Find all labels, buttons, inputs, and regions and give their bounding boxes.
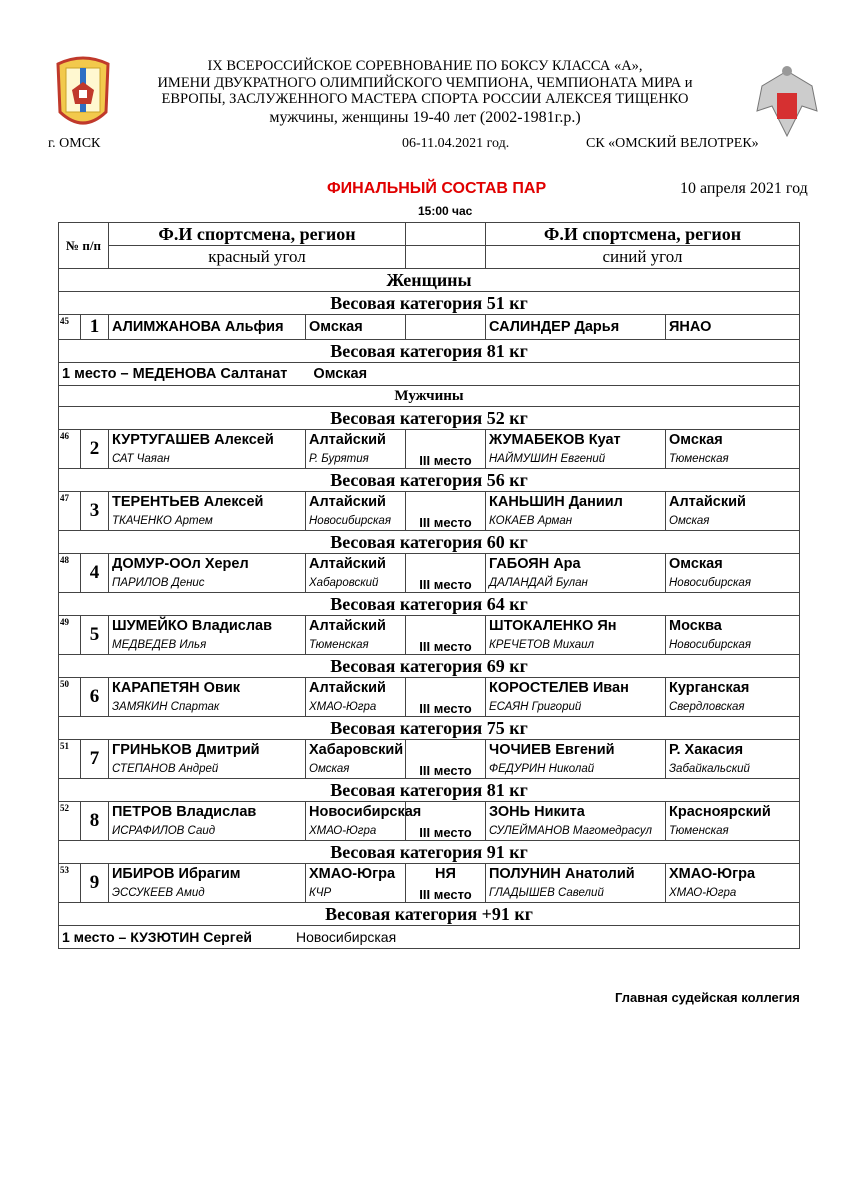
blue-athlete-region: Москва [666,616,800,636]
omsk-coat-of-arms-icon [48,52,118,142]
third-blue-region: Омская [666,511,800,531]
third-place-label: III место [406,449,486,469]
pair-number: 1 [81,315,109,340]
start-time: 15:00 час [418,204,473,218]
third-blue-name: СУЛЕЙМАНОВ Магомедрасул [486,821,666,841]
first-place-row [59,363,800,386]
bout-id: 53 [59,864,81,903]
event-dates: 06-11.04.2021 год. [402,136,510,151]
blue-athlete-region: Алтайский [666,492,800,512]
venue: СК «ОМСКИЙ ВЕЛОТРЕК» [586,136,759,151]
red-athlete-name: ДОМУР-ООл Херел [109,554,306,574]
third-place-row [59,511,800,531]
blue-athlete-region: Омская [666,554,800,574]
blue-athlete-name: ПОЛУНИН Анатолий [486,864,666,884]
weight-category: Весовая категория 81 кг [59,340,800,363]
event-header [150,58,700,127]
first-place-region: Новосибирская [295,929,397,945]
column-number-header: № п/п [59,223,109,269]
red-athlete-name: АЛИМЖАНОВА Альфия [109,315,306,340]
pair-number: 8 [81,802,109,841]
bout-id: 46 [59,430,81,469]
bout-row [59,678,800,698]
bouts-table [58,222,800,949]
bout-note [406,492,486,512]
red-athlete-region: ХМАО-Югра [306,864,406,884]
header-line-4: мужчины, женщины 19-40 лет (2002-1981г.р.) [269,108,581,126]
third-place-label: III место [406,511,486,531]
red-athlete-region: Алтайский [306,492,406,512]
weight-category: Весовая категория 69 кг [59,655,800,678]
red-athlete-name: КУРТУГАШЕВ Алексей [109,430,306,450]
section-men: Мужчины [59,386,800,407]
weight-category: Весовая категория 91 кг [59,841,800,864]
third-place-row [59,635,800,655]
third-blue-region: Свердловская [666,697,800,717]
blue-athlete-name: ЖУМАБЕКОВ Куат [486,430,666,450]
bout-id: 45 [59,315,81,340]
bout-row [59,616,800,636]
weight-category: Весовая категория +91 кг [59,903,800,926]
third-place-row [59,821,800,841]
third-blue-name: ЕСАЯН Григорий [486,697,666,717]
bout-id: 50 [59,678,81,717]
third-red-name: СТЕПАНОВ Андрей [109,759,306,779]
weight-category: Весовая категория 64 кг [59,593,800,616]
bout-row [59,554,800,574]
third-red-name: САТ Чаяан [109,449,306,469]
third-blue-name: ГЛАДЫШЕВ Савелий [486,883,666,903]
third-red-region: ХМАО-Югра [306,697,406,717]
third-place-label: III место [406,759,486,779]
bout-row [59,864,800,884]
blue-athlete-name: ГАБОЯН Ара [486,554,666,574]
red-athlete-region: Алтайский [306,554,406,574]
pair-number: 9 [81,864,109,903]
red-athlete-region: Новосибирская [306,802,406,822]
bout-note [406,554,486,574]
third-place-label: III место [406,697,486,717]
red-athlete-region: Алтайский [306,430,406,450]
third-place-label: III место [406,883,486,903]
pair-number: 6 [81,678,109,717]
third-red-region: КЧР [306,883,406,903]
third-red-region: Хабаровский [306,573,406,593]
third-red-region: ХМАО-Югра [306,821,406,841]
pair-number: 4 [81,554,109,593]
bout-row [59,492,800,512]
red-corner-label: красный угол [109,246,406,269]
blue-athlete-region: Красноярский [666,802,800,822]
pair-number: 7 [81,740,109,779]
red-athlete-region: Алтайский [306,616,406,636]
blue-athlete-region: ЯНАО [666,315,800,340]
third-place-row [59,449,800,469]
red-athlete-name: ТЕРЕНТЬЕВ Алексей [109,492,306,512]
boxing-federation-emblem-icon [752,56,822,146]
third-red-region: Тюменская [306,635,406,655]
blue-corner-label: синий угол [486,246,800,269]
header-line-1: IX ВСЕРОССИЙСКОЕ СОРЕВНОВАНИЕ ПО БОКСУ КЛАССА «А», [207,58,643,74]
red-athlete-name: ШУМЕЙКО Владислав [109,616,306,636]
pair-number: 5 [81,616,109,655]
blue-athlete-name: КОРОСТЕЛЕВ Иван [486,678,666,698]
weight-category: Весовая категория 60 кг [59,531,800,554]
weight-category: Весовая категория 56 кг [59,469,800,492]
blue-athlete-header: Ф.И спортсмена, регион [486,223,800,246]
blue-athlete-region: Омская [666,430,800,450]
third-red-name: ПАРИЛОВ Денис [109,573,306,593]
bout-id: 47 [59,492,81,531]
blue-athlete-name: КАНЬШИН Даниил [486,492,666,512]
chief-judges-signature: Главная судейская коллегия [615,990,800,1005]
bout-id: 48 [59,554,81,593]
bout-id: 49 [59,616,81,655]
blue-athlete-name: САЛИНДЕР Дарья [486,315,666,340]
section-women: Женщины [59,269,800,292]
pair-number: 3 [81,492,109,531]
blue-athlete-name: ЗОНЬ Никита [486,802,666,822]
bout-note [406,678,486,698]
third-place-row [59,697,800,717]
bout-row [59,430,800,450]
first-place-region: Омская [313,366,368,382]
bout-note [406,430,486,450]
third-red-name: ИСРАФИЛОВ Саид [109,821,306,841]
bout-row [59,315,800,340]
third-red-region: Р. Бурятия [306,449,406,469]
red-athlete-name: ПЕТРОВ Владислав [109,802,306,822]
weight-category: Весовая категория 75 кг [59,717,800,740]
weight-category: Весовая категория 52 кг [59,407,800,430]
third-blue-region: Новосибирская [666,635,800,655]
red-athlete-header: Ф.И спортсмена, регион [109,223,406,246]
blue-athlete-region: ХМАО-Югра [666,864,800,884]
third-blue-name: КРЕЧЕТОВ Михаил [486,635,666,655]
third-red-region: Омская [306,759,406,779]
weight-category: Весовая категория 81 кг [59,779,800,802]
bout-note: НЯ [406,864,486,884]
first-place-athlete: 1 место – КУЗЮТИН Сергей [62,929,252,945]
document-title: ФИНАЛЬНЫЙ СОСТАВ ПАР [327,180,547,197]
red-athlete-region: Хабаровский [306,740,406,760]
header-line-2: ИМЕНИ ДВУКРАТНОГО ОЛИМПИЙСКОГО ЧЕМПИОНА, ЧЕМПИОНАТА МИРА и [157,74,693,91]
third-red-name: ЭССУКЕЕВ Амид [109,883,306,903]
bout-note [406,740,486,760]
document-date: 10 апреля 2021 год [680,180,808,197]
third-blue-name: НАЙМУШИН Евгений [486,449,666,469]
red-athlete-region: Алтайский [306,678,406,698]
third-blue-region: Забайкальский [666,759,800,779]
third-blue-region: Новосибирская [666,573,800,593]
third-place-row [59,883,800,903]
bout-id: 51 [59,740,81,779]
third-red-region: Новосибирская [306,511,406,531]
red-athlete-name: ИБИРОВ Ибрагим [109,864,306,884]
red-athlete-name: КАРАПЕТЯН Овик [109,678,306,698]
bout-row [59,802,800,822]
blue-athlete-region: Курганская [666,678,800,698]
third-place-row [59,573,800,593]
bout-row [59,740,800,760]
bout-id: 52 [59,802,81,841]
third-red-name: МЕДВЕДЕВ Илья [109,635,306,655]
blue-athlete-name: ЧОЧИЕВ Евгений [486,740,666,760]
third-place-label: III место [406,573,486,593]
bout-note [406,616,486,636]
blue-athlete-name: ШТОКАЛЕНКО Ян [486,616,666,636]
third-blue-name: КОКАЕВ Арман [486,511,666,531]
weight-category: Весовая категория 51 кг [59,292,800,315]
third-place-row [59,759,800,779]
third-red-name: ТКАЧЕНКО Артем [109,511,306,531]
first-place-athlete: 1 место – МЕДЕНОВА Салтанат [62,366,288,382]
city: г. ОМСК [48,136,101,151]
header-line-3: ЕВРОПЫ, ЗАСЛУЖЕННОГО МАСТЕРА СПОРТА РОССИИ АЛЕКСЕЯ ТИЩЕНКО [161,91,689,107]
red-athlete-region: Омская [306,315,406,340]
third-blue-region: Тюменская [666,449,800,469]
pair-number: 2 [81,430,109,469]
blue-athlete-region: Р. Хакасия [666,740,800,760]
third-place-label: III место [406,635,486,655]
third-blue-name: ДАЛАНДАЙ Булан [486,573,666,593]
first-place-row [59,926,800,949]
red-athlete-name: ГРИНЬКОВ Дмитрий [109,740,306,760]
third-blue-region: Тюменская [666,821,800,841]
third-place-label: III место [406,821,486,841]
third-red-name: ЗАМЯКИН Спартак [109,697,306,717]
third-blue-region: ХМАО-Югра [666,883,800,903]
third-blue-name: ФЕДУРИН Николай [486,759,666,779]
